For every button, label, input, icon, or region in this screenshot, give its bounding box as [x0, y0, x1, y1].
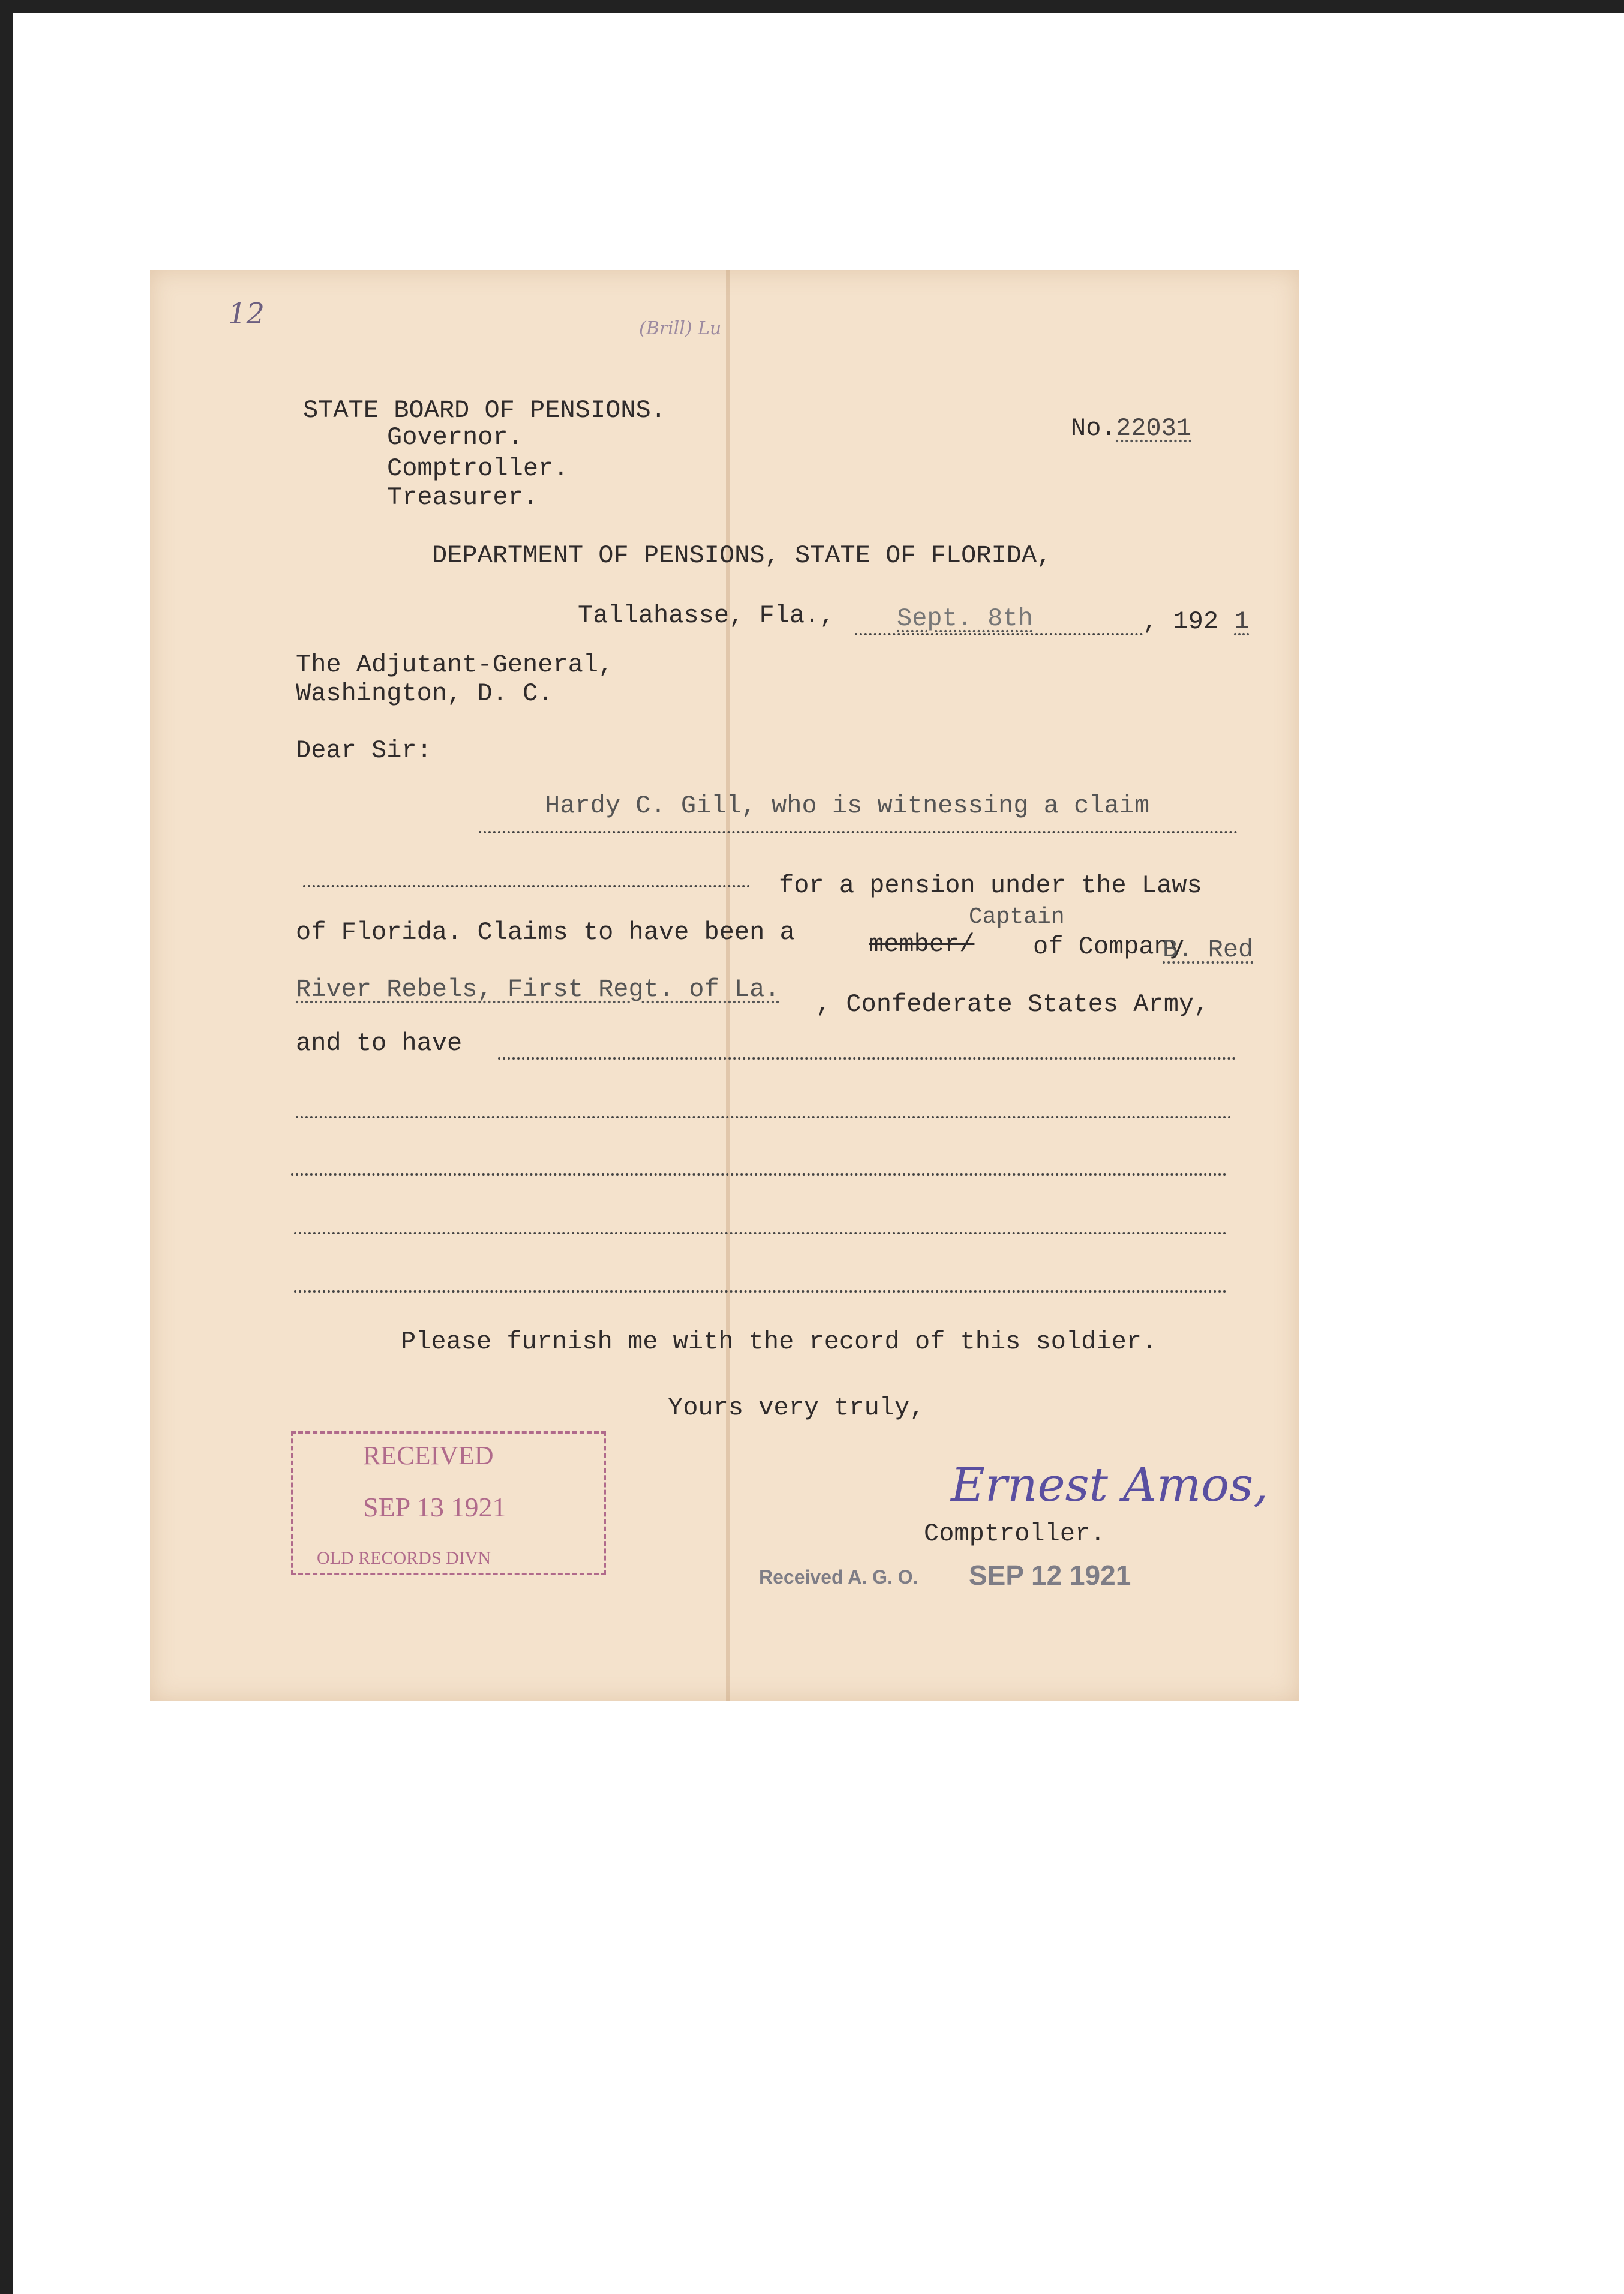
number-label: No. [1071, 414, 1116, 443]
received-stamp-date: SEP 13 1921 [363, 1492, 506, 1522]
top-note: (Brill) Lu [639, 318, 722, 339]
blank-rule-3 [294, 1232, 1227, 1234]
signer-title: Comptroller. [924, 1519, 1106, 1548]
blank-rule-1 [296, 1116, 1232, 1118]
department-heading: DEPARTMENT OF PENSIONS, STATE OF FLORIDA, [432, 541, 1052, 570]
claimant-fill: Hardy C. Gill, who is witnessing a claim [545, 791, 1150, 820]
board-heading: STATE BOARD OF PENSIONS. [303, 396, 666, 425]
member-struck: member/ [869, 930, 975, 959]
regiment-fill: River Rebels, First Regt. of La. [296, 975, 780, 1004]
board-member-governor: Governor. [387, 423, 523, 452]
addressee-line2: Washington, D. C. [296, 679, 553, 708]
received-stamp-division: OLD RECORDS DIVN [317, 1548, 491, 1568]
dateline-rule [855, 633, 1143, 635]
board-member-treasurer: Treasurer. [387, 483, 539, 512]
body-line3-post: of Company [1033, 932, 1185, 961]
margin-note: 12 [228, 297, 265, 331]
ago-stamp-date: SEP 12 1921 [969, 1560, 1131, 1591]
record-request: Please furnish me with the record of this soldier. [401, 1327, 1157, 1356]
body-line4-post: , Confederate States Army, [816, 990, 1209, 1019]
dateline-date: Sept. 8th [897, 604, 1033, 633]
number-value: 22031 [1116, 414, 1192, 443]
addressee-line1: The Adjutant-General, [296, 650, 614, 679]
dateline-place: Tallahasse, Fla., [578, 601, 835, 630]
company-fill: B. Red [1163, 935, 1254, 964]
body-line2-rule [303, 885, 750, 887]
body-line3-pre: of Florida. Claims to have been a [296, 918, 795, 947]
valediction: Yours very truly, [668, 1393, 925, 1422]
body-line5-rule [498, 1057, 1236, 1060]
blank-rule-2 [291, 1173, 1227, 1176]
body-line1-rule [479, 831, 1238, 833]
salutation: Dear Sir: [296, 736, 432, 765]
captain-insert: Captain [969, 904, 1065, 930]
dateline-year-prefix: , 192 [1143, 607, 1219, 636]
blank-rule-4 [294, 1290, 1227, 1293]
body-line2-text: for a pension under the Laws [779, 871, 1202, 900]
board-member-comptroller: Comptroller. [387, 454, 569, 483]
received-stamp-line1: RECEIVED [363, 1441, 494, 1470]
body-line5-text: and to have [296, 1029, 463, 1058]
signature: Ernest Amos, [951, 1458, 1268, 1512]
dateline-year-suffix: 1 [1234, 607, 1250, 636]
ago-stamp-text: Received A. G. O. [759, 1566, 918, 1588]
